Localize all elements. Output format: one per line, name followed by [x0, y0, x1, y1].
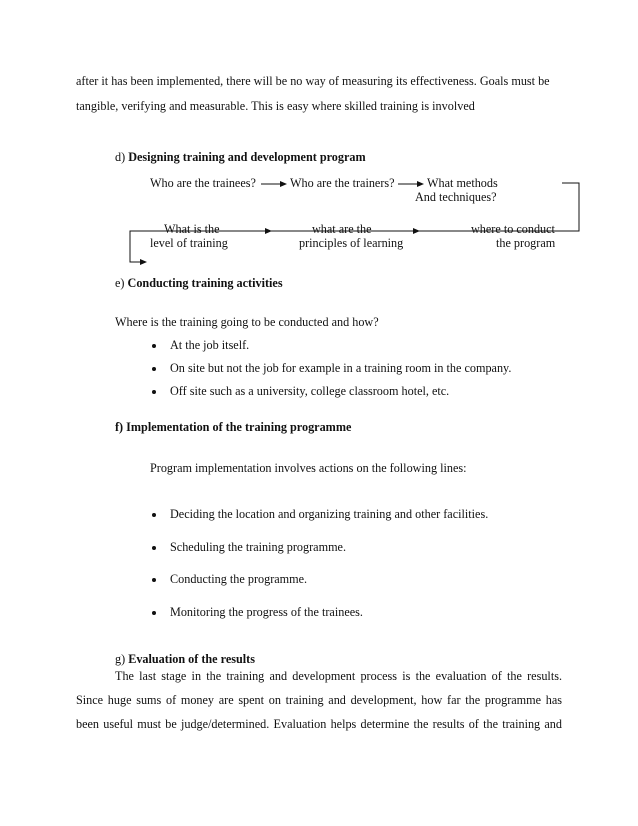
flow-node-techniques: And techniques? [415, 190, 497, 204]
section-f-bullet-4: Monitoring the progress of the trainees. [170, 605, 363, 619]
bullet-icon [152, 390, 156, 394]
flow-node-trainers: Who are the trainers? [290, 176, 395, 190]
flow-node-level-line2: level of training [150, 236, 228, 250]
bullet-icon [152, 344, 156, 348]
flow-node-trainees: Who are the trainees? [150, 176, 256, 190]
flow-node-principles-line1: what are the [312, 222, 372, 236]
section-g-heading [115, 652, 255, 667]
section-e-bullet-3: Off site such as a university, college classroom hotel, etc. [170, 384, 450, 398]
bullet-icon [152, 513, 156, 517]
intro-line-2: tangible, verifying and measurable. This is easy where skilled training is involved [76, 99, 475, 113]
section-f-bullet-3: Conducting the programme. [170, 572, 308, 586]
flow-node-where-line1: where to conduct [471, 222, 555, 236]
section-e-bullet-1: At the job itself. [170, 338, 250, 352]
section-f-intro: Program implementation involves actions on the following lines: [150, 461, 467, 475]
section-f-bullet-1: Deciding the location and organizing training and other facilities. [170, 507, 489, 521]
section-d-prefix: d) [115, 150, 126, 164]
section-e-bullet-2: On site but not the job for example in a training room in the company. [170, 361, 512, 375]
section-g-line-2: Since huge sums of money are spent on training and development, how far the programme has [76, 693, 562, 707]
section-d-title: Designing training and development program [128, 150, 366, 164]
section-g-prefix: g) [115, 652, 126, 666]
bullet-icon [152, 546, 156, 550]
intro-line-1: after it has been implemented, there will be no way of measuring its effectiveness. Goals must be [76, 74, 550, 88]
section-f-heading: f) Implementation of the training programme [115, 420, 352, 434]
section-e-heading [115, 276, 283, 291]
section-g-line-1: The last stage in the training and development process is the evaluation of the results. [115, 669, 562, 683]
section-g-line-3: been useful must be judge/determined. Evaluation helps determine the results of the training and [76, 717, 562, 731]
section-e-prefix: e) [115, 276, 125, 290]
bullet-icon [152, 367, 156, 371]
flow-node-level-line1: What is the [164, 222, 220, 236]
section-d-heading [115, 150, 366, 165]
section-g-title: Evaluation of the results [128, 652, 255, 666]
section-e-title: Conducting training activities [127, 276, 283, 290]
section-e-question: Where is the training going to be conducted and how? [115, 315, 379, 329]
bullet-icon [152, 578, 156, 582]
bullet-icon [152, 611, 156, 615]
flow-node-principles-line2: principles of learning [299, 236, 404, 250]
section-f-bullet-2: Scheduling the training programme. [170, 540, 346, 554]
flow-node-methods: What methods [427, 176, 498, 190]
flow-node-where-line2: the program [496, 236, 556, 250]
